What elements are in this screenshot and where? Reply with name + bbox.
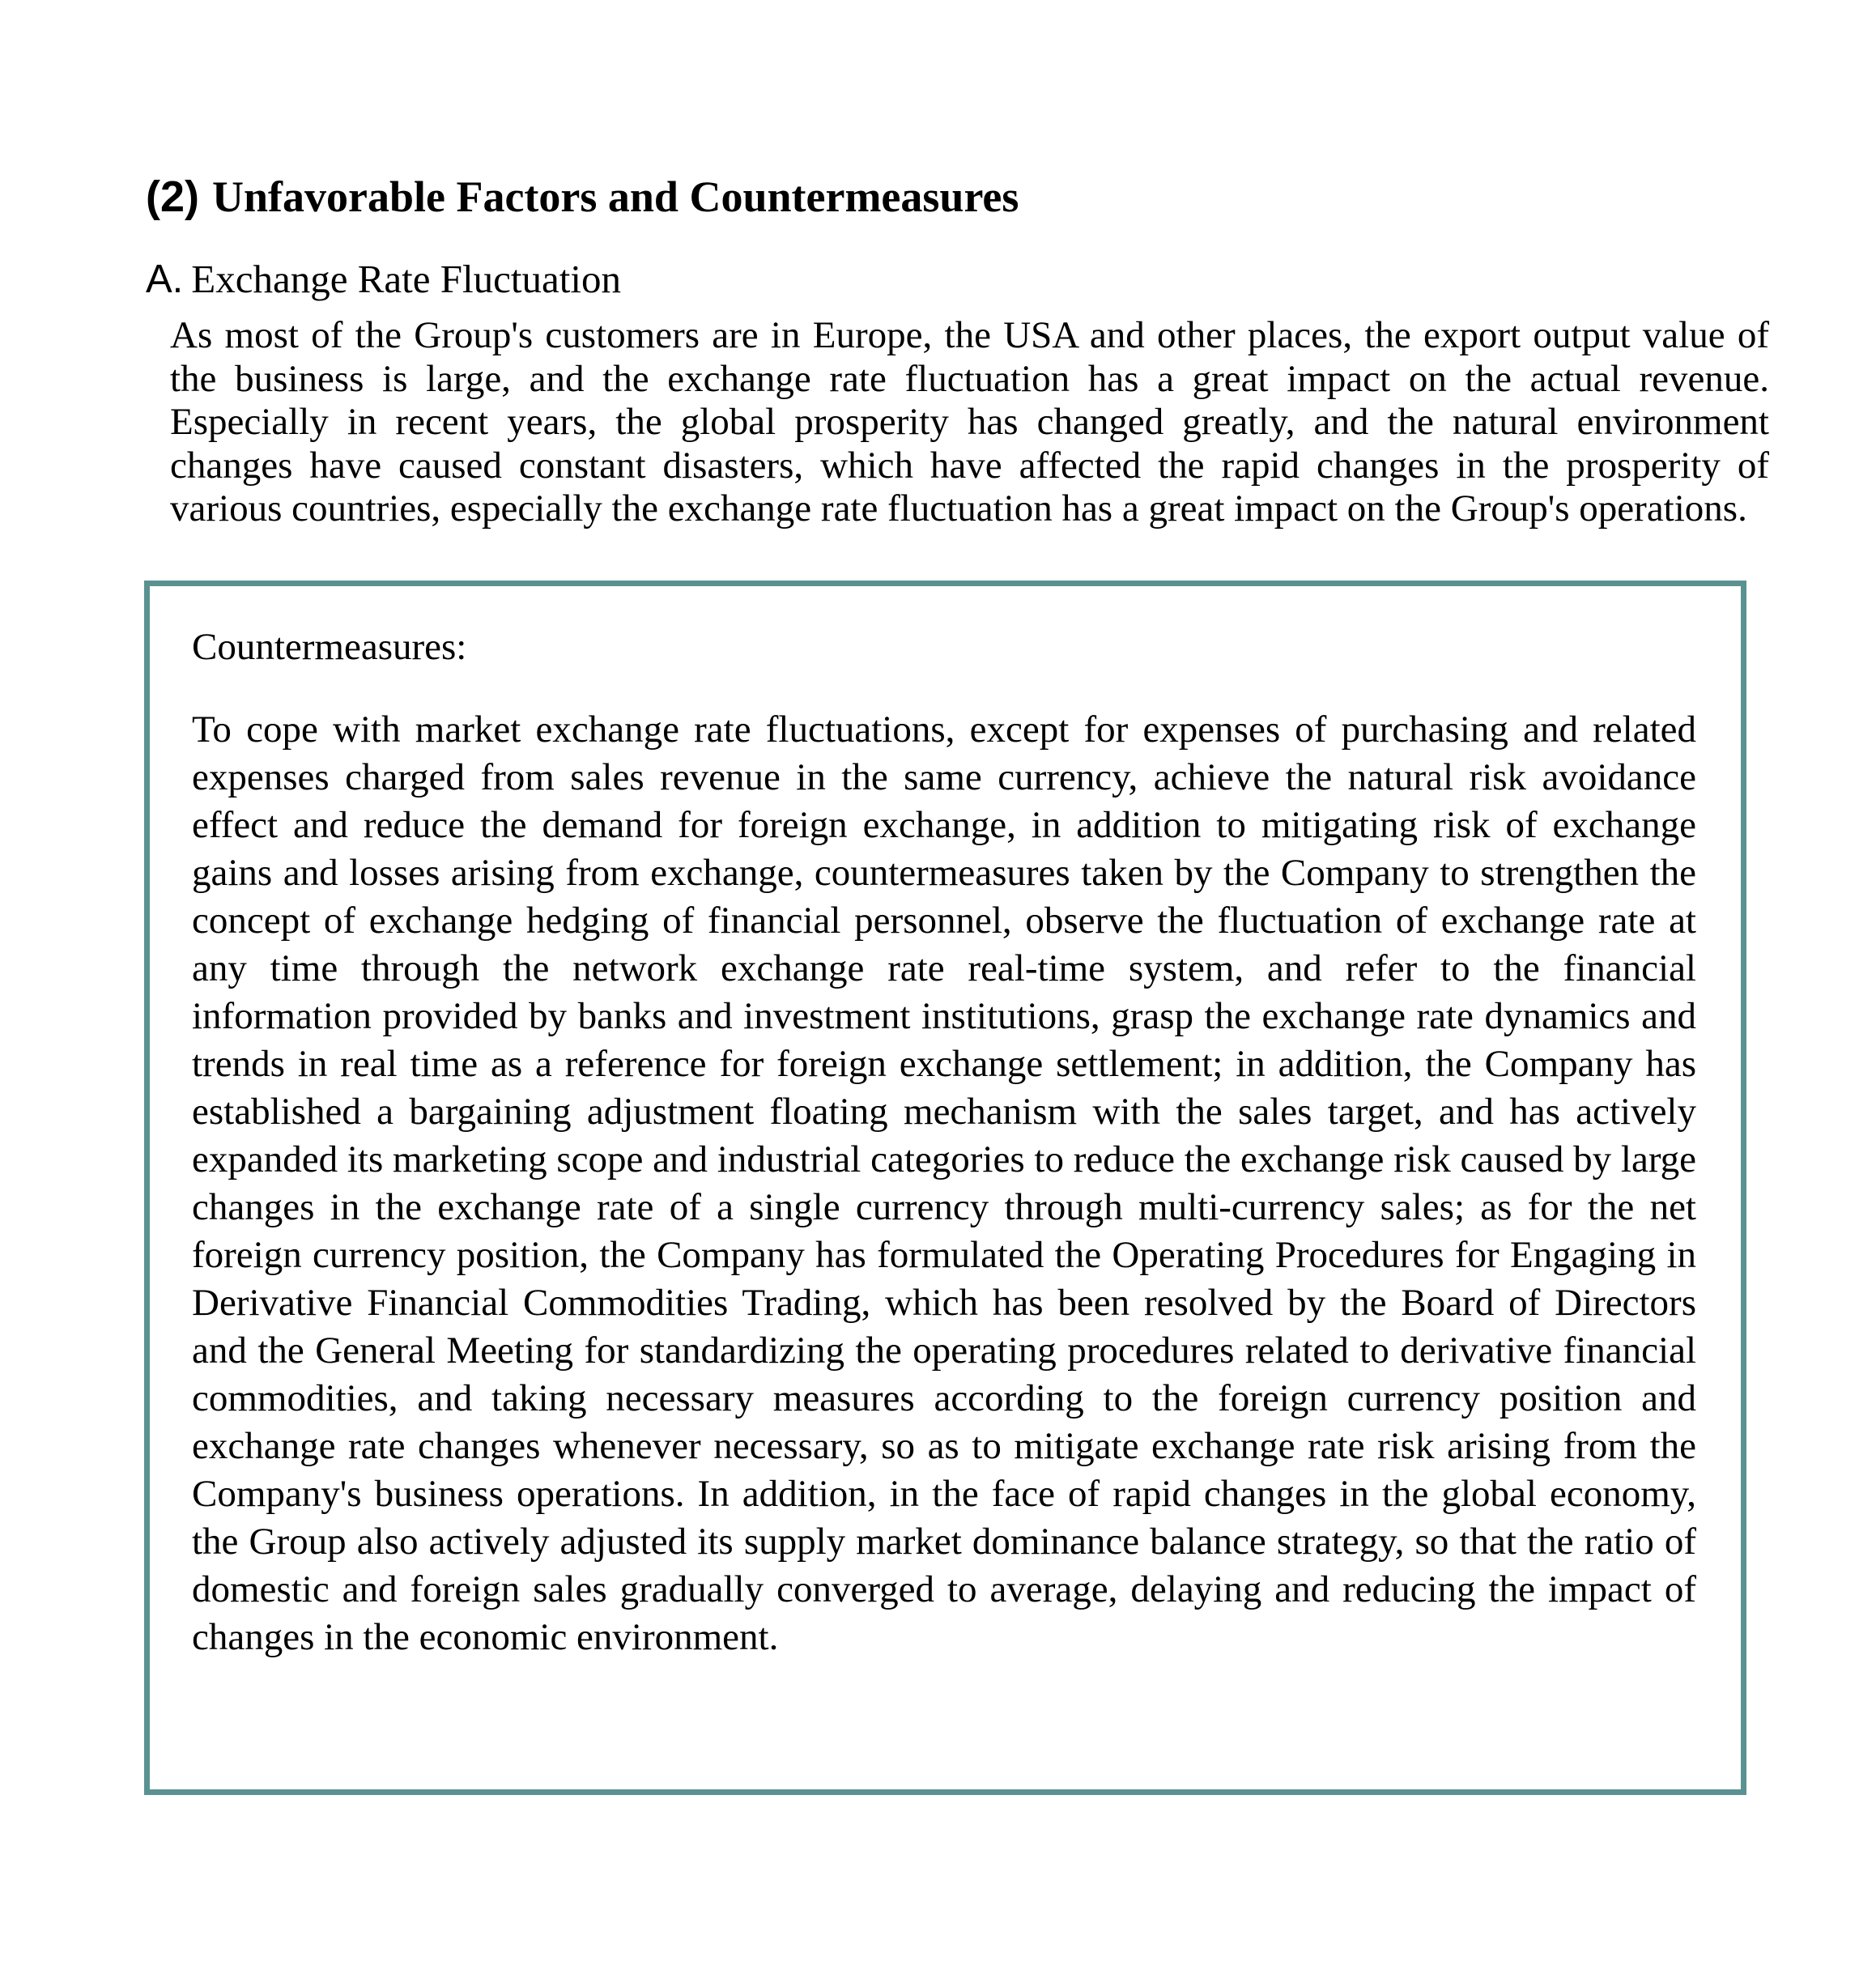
countermeasures-paragraph: To cope with market exchange rate fluctuations, except for expenses of purchasing and related expenses charged from sales revenue in the same currency, achieve the natural risk avoidance effect and reduce the demand for foreign exchange, in addition to mitigating risk of exchange gains and losses arising from exchange, countermeasures taken by the Company to strengthen the concept of exchange hedging of financial personnel, observe the fluctuation of exchange rate at any time through the network exchange rate real-time system, and refer to the financial information provided by banks and investment institutions, grasp the exchange rate dynamics and trends in real time as a reference for foreign exchange settlement; in addition, the Company has established a bargaining adjustment floating mechanism with the sales target, and has actively expanded its marketing scope and industrial categories to reduce the exchange risk caused by large changes in the exchange rate of a single currency through multi-currency sales; as for the net foreign currency position, the Company has formulated the Operating Procedures for Engaging in Derivative Financial Commodities Trading, which has been resolved by the Board of Directors and the General Meeting for standardizing the operating procedures related to derivative financial commodities, and taking necessary measures according to the foreign currency position and exchange rate changes whenever necessary, so as to mitigate exchange rate risk arising from the Company's business operations. In addition, in the face of rapid changes in the global economy, the Group also actively adjusted its supply market dominance balance strategy, so that the ratio of domestic and foreign sales gradually converged to average, delaying and reducing the impact of changes in the economic environment.: [192, 708, 1696, 1659]
subsection-title: Exchange Rate Fluctuation: [191, 257, 621, 301]
intro-paragraph: As most of the Group's customers are in Europe, the USA and other places, the export output value of the business is large, and the exchange rate fluctuation has a great impact on the actual revenue. Especially in recent years, the global prosperity has changed greatly, and the natural environment changes have caused constant disasters, which have affected the rapid changes in the prosperity of various countries, especially the exchange rate fluctuation has a great impact on the Group's operations.: [170, 314, 1769, 530]
countermeasures-label: Countermeasures:: [192, 626, 467, 668]
section-title: Unfavorable Factors and Countermeasures: [212, 172, 1019, 221]
countermeasures-box: [144, 581, 1746, 1795]
subsection-heading: [146, 257, 621, 302]
section-number: (2): [146, 172, 199, 221]
section-heading: [146, 173, 1019, 221]
subsection-letter: A.: [146, 257, 184, 301]
